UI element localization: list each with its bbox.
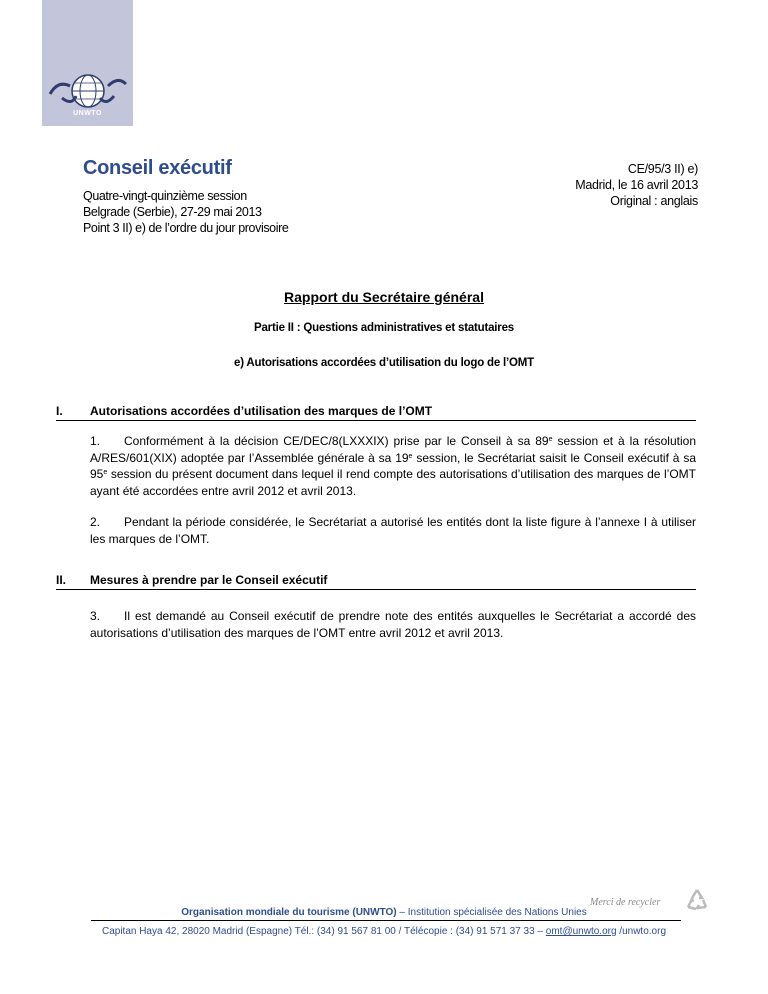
paragraph-3: 3. Il est demandé au Conseil exécutif de prendre note des entités auxquelles le Secrétariat a accordé des autorisations d’utilisation des marques de l’OMT entre avril 2012 et avril 2013. (90, 609, 696, 640)
original-language: Original : anglais (610, 194, 698, 208)
website-link[interactable]: /unwto.org (616, 926, 667, 937)
section-2-heading (56, 573, 696, 590)
footer-address: Capitan Haya 42, 28020 Madrid (Espagne) Tél.: (34) 91 567 81 00 / Télécopie : (34) 91 571 37 33 – omt@unwto.org /unwto.org (101, 926, 667, 937)
part-title: Partie II : Questions administratives et statutaires (254, 322, 514, 334)
session-line: Quatre-vingt-quinzième session (83, 189, 247, 203)
email-link[interactable]: omt@unwto.org (545, 926, 617, 937)
paragraph-number: 1. (90, 434, 101, 448)
subject-title: e) Autorisations accordées d’utilisation du logo de l’OMT (234, 357, 534, 369)
report-title: Rapport du Secrétaire général (284, 289, 484, 305)
section-number: I. (56, 404, 63, 418)
paragraph-number: 2. (90, 515, 101, 529)
agenda-line: Point 3 II) e) de l’ordre du jour provisoire (83, 221, 289, 235)
header-left (83, 156, 383, 236)
section-1-heading (56, 404, 696, 421)
location-line: Belgrade (Serbie), 27-29 mai 2013 (83, 205, 262, 219)
document-ref: CE/95/3 II) e) (627, 162, 698, 176)
paragraph-1: 1. Conformément à la décision CE/DEC/8(LXXXIX) prise par le Conseil à sa 89e session et à la résolution A/RES/601(XIX) adoptée par l’Assemblée générale à sa 19e session, le Secrétariat saisit le Conseil exécutif à sa 95e session du présent document dans lequel il rend compte des autorisations d’utilisation des marques de l’OMT ayant été accordées entre avril 2012 et avril 2013. (90, 434, 696, 498)
paragraph-2: 2. Pendant la période considérée, le Secrétariat a autorisé les entités dont la liste figure à l’annexe I à utiliser les marques de l’OMT. (90, 515, 696, 546)
section-title: Autorisations accordées d’utilisation des marques de l’OMT (90, 404, 433, 418)
recycle-note: Merci de recycler (590, 897, 661, 908)
unwto-logo (42, 0, 133, 126)
footer-divider (91, 920, 681, 921)
header-right (575, 161, 698, 209)
section-title: Mesures à prendre par le Conseil exécutif (90, 573, 328, 587)
document-date: Madrid, le 16 avril 2013 (575, 178, 698, 192)
council-title: Conseil exécutif (83, 157, 232, 179)
logo-text: UNWTO (73, 110, 102, 117)
unwto-globe-icon (48, 72, 128, 110)
footer-organization: Organisation mondiale du tourisme (UNWTO) – Institution spécialisée des Nations Unies (181, 907, 587, 918)
paragraph-number: 3. (90, 609, 101, 623)
section-number: II. (56, 573, 67, 587)
